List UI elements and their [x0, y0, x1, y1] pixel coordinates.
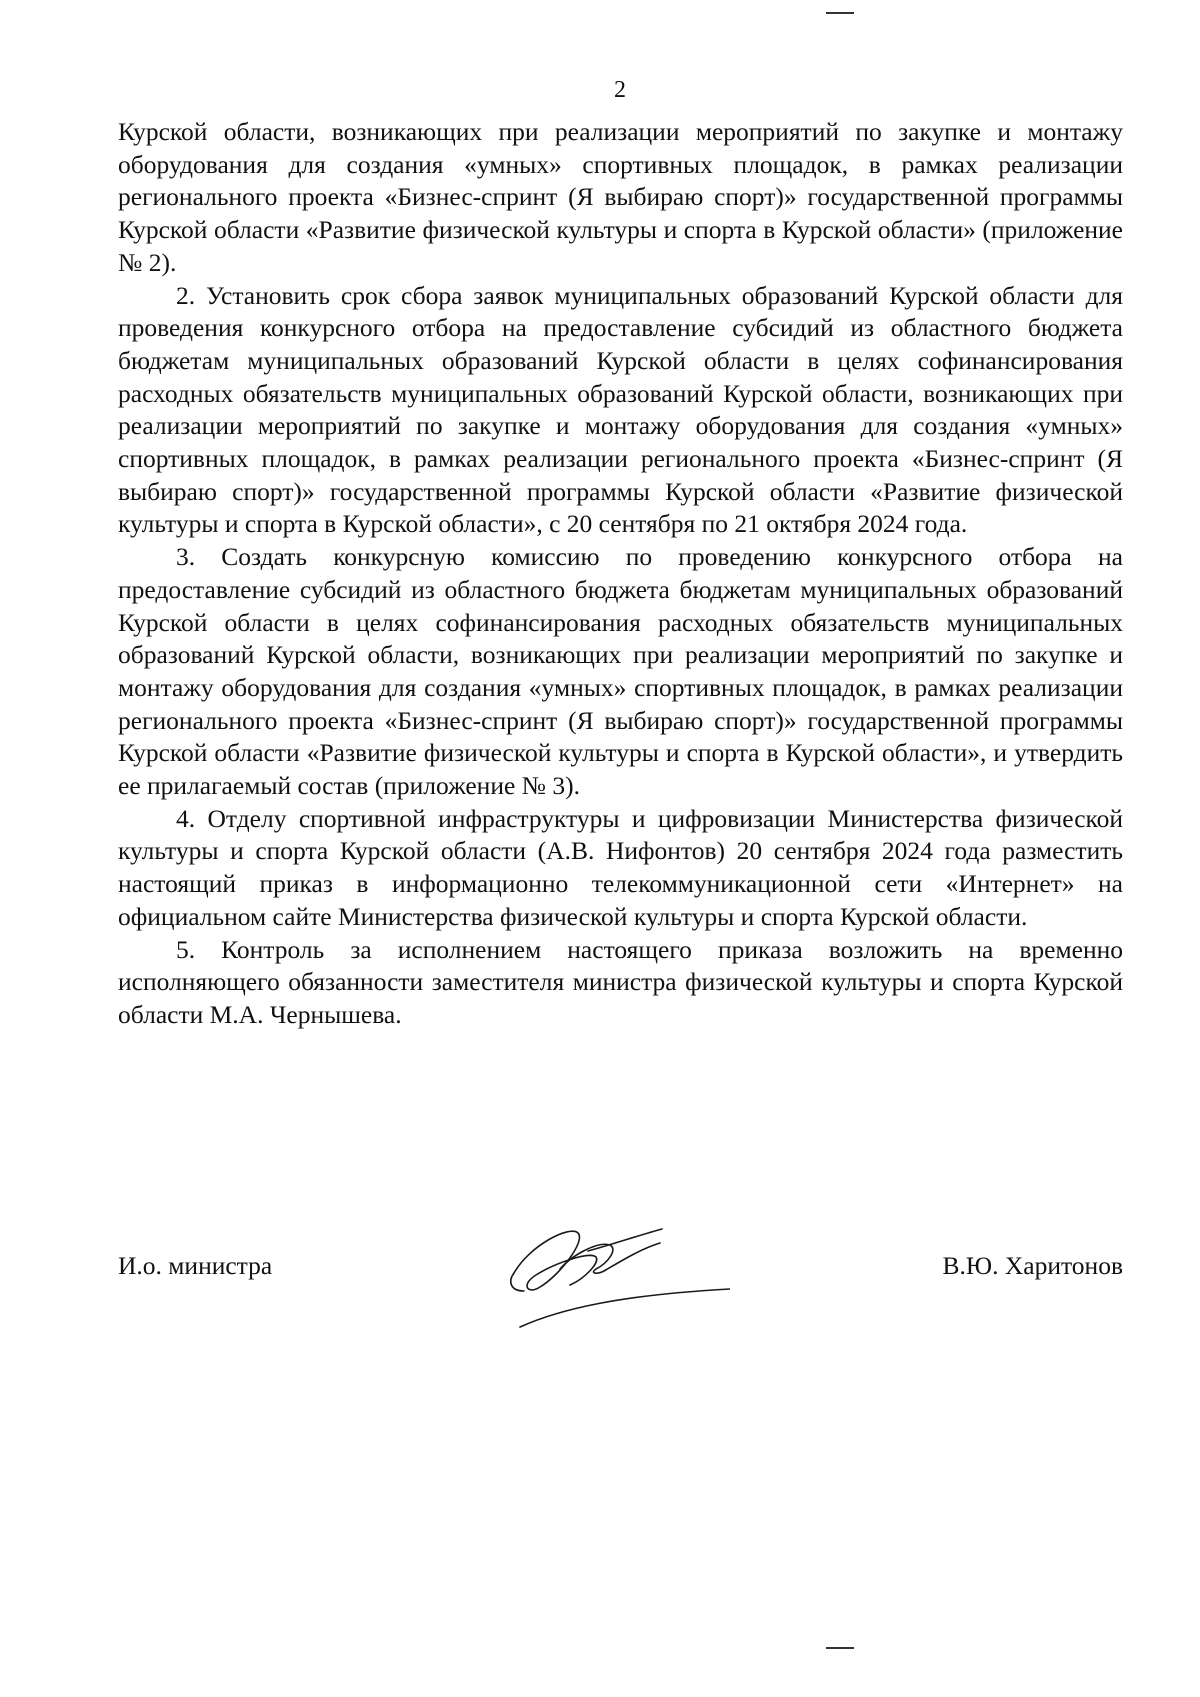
paragraph-5-control: 5. Контроль за исполнением настоящего приказа возложить на временно исполняющего обязанности заместителя министра физической культуры и спорта Курской области М.А. Чернышева. [118, 934, 1123, 1029]
page-number: 2 [614, 77, 626, 103]
scan-edge-mark-bottom [826, 1647, 854, 1649]
paragraph-3-commission: 3. Создать конкурсную комиссию по проведению конкурсного отбора на предоставление субсидий из областного бюджета бюджетам муниципальных образований Курской области в целях софинансирования расходных обязательств муниципальных образований Курской области, возникающих при реализации мероприятий по закупке и монтажу оборудования для создания «умных» спортивных площадок, в рамках реализации регионального проекта «Бизнес-спринт (Я выбираю спорт)» государственной программы Курской области «Развитие физической культуры и спорта в Курской области», и утвердить ее прилагаемый состав (приложение № 3). [118, 542, 1123, 801]
paragraph-4-publication: 4. Отделу спортивной инфраструктуры и цифровизации Министерства физической культуры и спорта Курской области (А.В. Нифонтов) 20 сентября 2024 года разместить настоящий приказ в информационно телекоммуникационной сети «Интернет» на официальном сайте Министерства физической культуры и спорта Курской области. [118, 803, 1123, 931]
handwritten-signature [500, 1205, 730, 1345]
scan-edge-mark-top [826, 12, 854, 14]
signer-name: В.Ю. Харитонов [942, 1251, 1123, 1280]
document-body [118, 116, 1123, 1032]
paragraph-2-application-deadline: 2. Установить срок сбора заявок муниципальных образований Курской области для проведения конкурсного отбора на предоставление субсидий из областного бюджета бюджетам муниципальных образований Курской области в целях софинансирования расходных обязательств муниципальных образований Курской области, возникающих при реализации мероприятий по закупке и монтажу оборудования для создания «умных» спортивных площадок, в рамках реализации регионального проекта «Бизнес-спринт (Я выбираю спорт)» государственной программы Курской области «Развитие физической культуры и спорта в Курской области», с 20 сентября по 21 октября 2024 года. [118, 280, 1123, 539]
paragraph-continuation: Курской области, возникающих при реализации мероприятий по закупке и монтажу оборудования для создания «умных» спортивных площадок, в рамках реализации регионального проекта «Бизнес-спринт (Я выбираю спорт)» государственной программы Курской области «Развитие физической культуры и спорта в Курской области» (приложение № 2). [118, 117, 1123, 277]
signer-title: И.о. министра [118, 1251, 273, 1280]
